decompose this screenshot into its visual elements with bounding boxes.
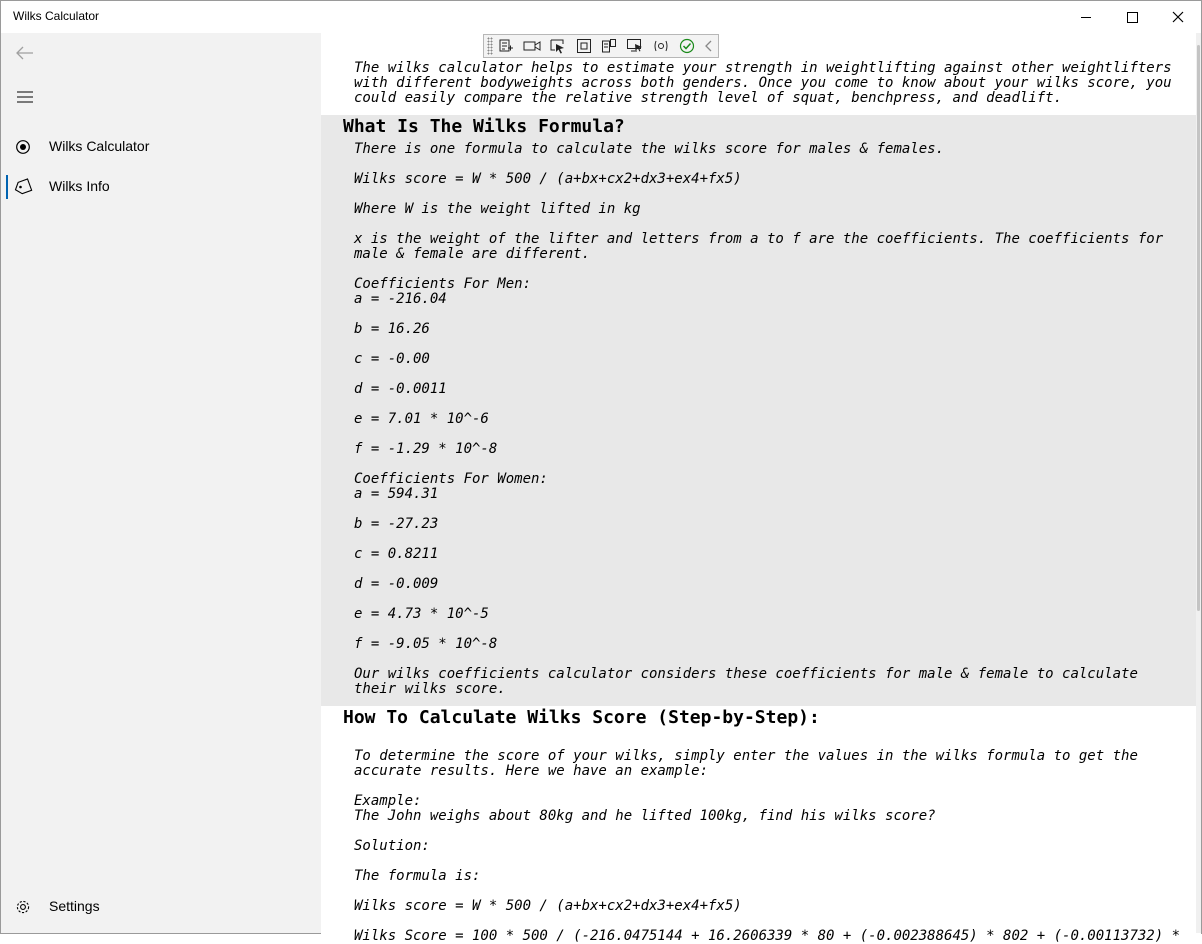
close-icon xyxy=(1172,11,1184,23)
article-view[interactable] xyxy=(321,33,1201,944)
coefficient-line: b = -27.23 xyxy=(354,516,439,532)
coefficient-line: c = -0.00 xyxy=(354,351,430,367)
debug-toolbar xyxy=(483,34,719,58)
paragraph: The John weighs about 80kg and he lifted 100kg, find his wilks score? xyxy=(354,808,936,824)
settings-label: Settings xyxy=(49,898,100,914)
radio-target-icon xyxy=(11,127,35,167)
coefficient-line: a = -216.04 xyxy=(354,291,447,307)
coefficient-line: f = -1.29 * 10^-8 xyxy=(354,441,498,457)
paragraph: To determine the score of your wilks, simply enter the values in the wilks formula to get the accurate results. Here we have an example: xyxy=(354,748,1138,779)
maximize-button[interactable] xyxy=(1109,1,1155,33)
paragraph: The formula is: xyxy=(354,868,481,884)
nav-item-label: Wilks Info xyxy=(49,178,110,194)
coefficient-line: f = -9.05 * 10^-8 xyxy=(354,636,498,652)
minimize-button[interactable] xyxy=(1063,1,1109,33)
intro-paragraph: The wilks calculator helps to estimate your strength in weightlifting against other weightlifters with different bodyweights across both genders. Once you come to know about your wilks score, you could easily compare the relative strength level of squat, benchpress, and deadlift. xyxy=(354,60,1172,106)
hot-reload-button[interactable] xyxy=(622,35,648,57)
section-heading: How To Calculate Wilks Score (Step-by-Step): xyxy=(343,707,820,728)
adorner-icon xyxy=(576,38,592,54)
binding-icon xyxy=(653,40,669,52)
tag-icon xyxy=(11,167,35,207)
gear-icon xyxy=(11,887,35,927)
intro-section xyxy=(321,33,1201,115)
paragraph: There is one formula to calculate the wilks score for males & females. xyxy=(354,141,945,157)
selection-indicator xyxy=(6,175,8,199)
nav-item-wilks-calculator[interactable] xyxy=(1,127,321,167)
display-layout-adorners-button[interactable] xyxy=(571,35,597,57)
nav-item-label: Wilks Calculator xyxy=(49,138,150,154)
navigation-pane xyxy=(1,33,321,933)
check-circle-icon xyxy=(679,38,695,54)
formula-text: Wilks score = W * 500 / (a+bx+cx2+dx3+ex4+fx5) xyxy=(354,898,742,914)
coefficient-line: c = 0.8211 xyxy=(354,546,439,562)
paragraph: x is the weight of the lifter and letters from a to f are the coefficients. The coefficients for male & female are different. xyxy=(354,231,1164,262)
close-button[interactable] xyxy=(1155,1,1201,33)
track-focus-button[interactable] xyxy=(597,35,623,57)
coefficient-line: e = 7.01 * 10^-6 xyxy=(354,411,489,427)
scrollbar-thumb[interactable] xyxy=(1197,45,1200,611)
visual-tree-icon xyxy=(498,38,514,54)
record-button[interactable] xyxy=(519,35,545,57)
coefficient-line: b = 16.26 xyxy=(354,321,430,337)
section-heading: What Is The Wilks Formula? xyxy=(343,116,625,137)
men-coefficients-title: Coefficients For Men: xyxy=(354,276,532,292)
coefficient-line: a = 594.31 xyxy=(354,486,439,502)
video-camera-icon xyxy=(523,39,541,53)
collapse-toolbar-button[interactable] xyxy=(700,35,718,57)
binding-failures-button[interactable] xyxy=(648,35,674,57)
paragraph: Solution: xyxy=(354,838,430,854)
coefficient-line: e = 4.73 * 10^-5 xyxy=(354,606,489,622)
coefficient-line: d = -0.0011 xyxy=(354,381,447,397)
cursor-select-icon xyxy=(550,38,566,54)
women-coefficients-title: Coefficients For Women: xyxy=(354,471,548,487)
example-label: Example: xyxy=(354,793,422,809)
live-visual-tree-button[interactable] xyxy=(493,35,519,57)
window-title: Wilks Calculator xyxy=(13,9,100,23)
hamburger-icon xyxy=(17,91,33,103)
nav-item-settings[interactable] xyxy=(1,887,321,927)
title-bar xyxy=(1,1,1201,33)
calculation-line: Wilks Score = 100 * 500 / (-216.0475144 + 16.2606339 * 80 + (-0.002388645) * 802 + (-0.00113732) * xyxy=(354,928,1181,944)
arrow-left-icon xyxy=(16,46,34,60)
status-ok-button[interactable] xyxy=(674,35,700,57)
screen-cursor-icon xyxy=(626,38,644,54)
nav-item-wilks-info[interactable] xyxy=(1,167,321,207)
select-element-button[interactable] xyxy=(545,35,571,57)
formula-section xyxy=(321,115,1201,706)
paragraph: Our wilks coefficients calculator considers these coefficients for male & female to calculate their wilks score. xyxy=(354,666,1138,697)
steps-section xyxy=(321,706,1201,944)
coefficient-line: d = -0.009 xyxy=(354,576,439,592)
hamburger-menu-button[interactable] xyxy=(1,77,49,117)
formula-text: Wilks score = W * 500 / (a+bx+cx2+dx3+ex4+fx5) xyxy=(354,171,742,187)
track-focus-icon xyxy=(601,38,617,54)
chevron-left-icon xyxy=(705,40,713,52)
back-button[interactable] xyxy=(1,33,49,73)
paragraph: Where W is the weight lifted in kg xyxy=(354,201,641,217)
